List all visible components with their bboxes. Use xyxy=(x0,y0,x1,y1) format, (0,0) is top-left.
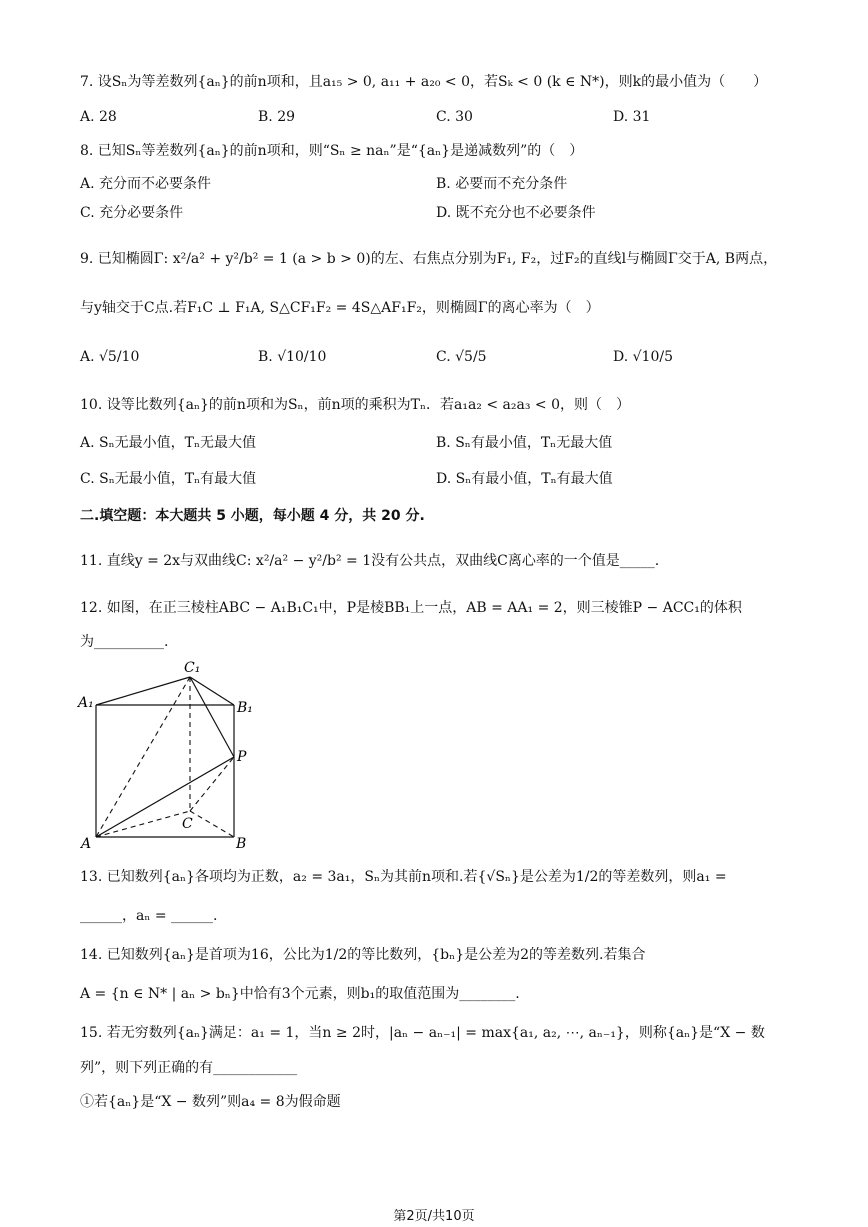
label-b1: B₁ xyxy=(237,700,253,716)
q9-option-d: D. √10/5 xyxy=(613,349,673,365)
q9-option-b: B. √10/10 xyxy=(258,349,327,365)
q10-option-b: B. Sₙ有最小值，Tₙ无最大值 xyxy=(436,435,613,451)
prism-figure xyxy=(76,656,266,856)
q9-stem-line2: 与y轴交于C点.若F₁C ⊥ F₁A, S△CF₁F₂ = 4S△AF₁F₂，则椭圆Γ的离心率为（ ） xyxy=(80,300,600,316)
section-2-title: 二.填空题：本大题共 5 小题，每小题 4 分，共 20 分. xyxy=(80,508,425,524)
q10-stem: 10. 设等比数列{aₙ}的前n项和为Sₙ，前n项的乘积为Tₙ．若a₁a₂ < a₂a₃ < 0，则（ ） xyxy=(80,397,631,413)
label-p: P xyxy=(237,749,247,765)
q7-option-d: D. 31 xyxy=(613,109,651,125)
q7-option-c: C. 30 xyxy=(436,109,473,125)
q13-stem-line2: ______，aₙ = ______. xyxy=(80,908,218,924)
q14-stem-line1: 14. 已知数列{aₙ}是首项为16，公比为1/2的等比数列，{bₙ}是公差为2的等差数列.若集合 xyxy=(80,947,646,963)
q8-option-d: D. 既不充分也不必要条件 xyxy=(436,205,596,221)
q9-stem-line1: 9. 已知椭圆Γ: x²/a² + y²/b² = 1 (a > b > 0)的左、右焦点分别为F₁, F₂，过F₂的直线l与椭圆Γ交于A, B两点， xyxy=(80,251,778,267)
page-footer: 第2页/共10页 xyxy=(393,1209,475,1224)
q12-stem-line1: 12. 如图，在正三棱柱ABC − A₁B₁C₁中，P是棱BB₁上一点，AB = AA₁ = 2，则三棱锥P − ACC₁的体积 xyxy=(80,600,742,616)
q7-option-b: B. 29 xyxy=(258,109,296,125)
q15-item-1: ①若{aₙ}是“X − 数列”则a₄ = 8为假命题 xyxy=(80,1094,341,1110)
q8-option-c: C. 充分必要条件 xyxy=(80,205,184,221)
label-a: A xyxy=(81,836,92,852)
q8-option-b: B. 必要而不充分条件 xyxy=(436,176,568,192)
q11-stem: 11. 直线y = 2x与双曲线C: x²/a² − y²/b² = 1没有公共点，双曲线C离心率的一个值是_____. xyxy=(80,553,660,569)
q10-option-d: D. Sₙ有最小值，Tₙ有最大值 xyxy=(436,471,613,487)
q12-stem-line2: 为__________. xyxy=(80,634,169,650)
q8-option-a: A. 充分而不必要条件 xyxy=(80,176,212,192)
label-b: B xyxy=(236,836,247,852)
q7-option-a: A. 28 xyxy=(80,109,117,125)
q9-option-c: C. √5/5 xyxy=(436,349,487,365)
label-a1: A₁ xyxy=(78,695,94,711)
q9-option-a: A. √5/10 xyxy=(80,349,140,365)
q10-option-a: A. Sₙ无最小值，Tₙ无最大值 xyxy=(80,435,257,451)
q10-option-c: C. Sₙ无最小值，Tₙ有最大值 xyxy=(80,471,257,487)
q14-stem-line2: A = {n ∈ N* | aₙ > bₙ}中恰有3个元素，则b₁的取值范围为________. xyxy=(80,986,520,1002)
label-c1: C₁ xyxy=(184,660,201,676)
q15-stem-line1: 15. 若无穷数列{aₙ}满足：a₁ = 1，当n ≥ 2时，|aₙ − aₙ₋₁| = max{a₁, a₂, ⋯, aₙ₋₁}，则称{aₙ}是“X − 数 xyxy=(80,1025,765,1041)
q15-stem-line2: 列”，则下列正确的有____________ xyxy=(80,1060,298,1076)
label-c: C xyxy=(182,816,193,832)
q13-stem-line1: 13. 已知数列{aₙ}各项均为正数，a₂ = 3a₁，Sₙ为其前n项和.若{√Sₙ}是公差为1/2的等差数列，则a₁ = xyxy=(80,869,727,885)
q7-stem: 7. 设Sₙ为等差数列{aₙ}的前n项和，且a₁₅ > 0, a₁₁ + a₂₀ < 0，若Sₖ < 0 (k ∈ N*)，则k的最小值为（ ） xyxy=(80,74,768,90)
q8-stem: 8. 已知Sₙ等差数列{aₙ}的前n项和，则“Sₙ ≥ naₙ”是“{aₙ}是递减数列”的（ ） xyxy=(80,143,584,159)
